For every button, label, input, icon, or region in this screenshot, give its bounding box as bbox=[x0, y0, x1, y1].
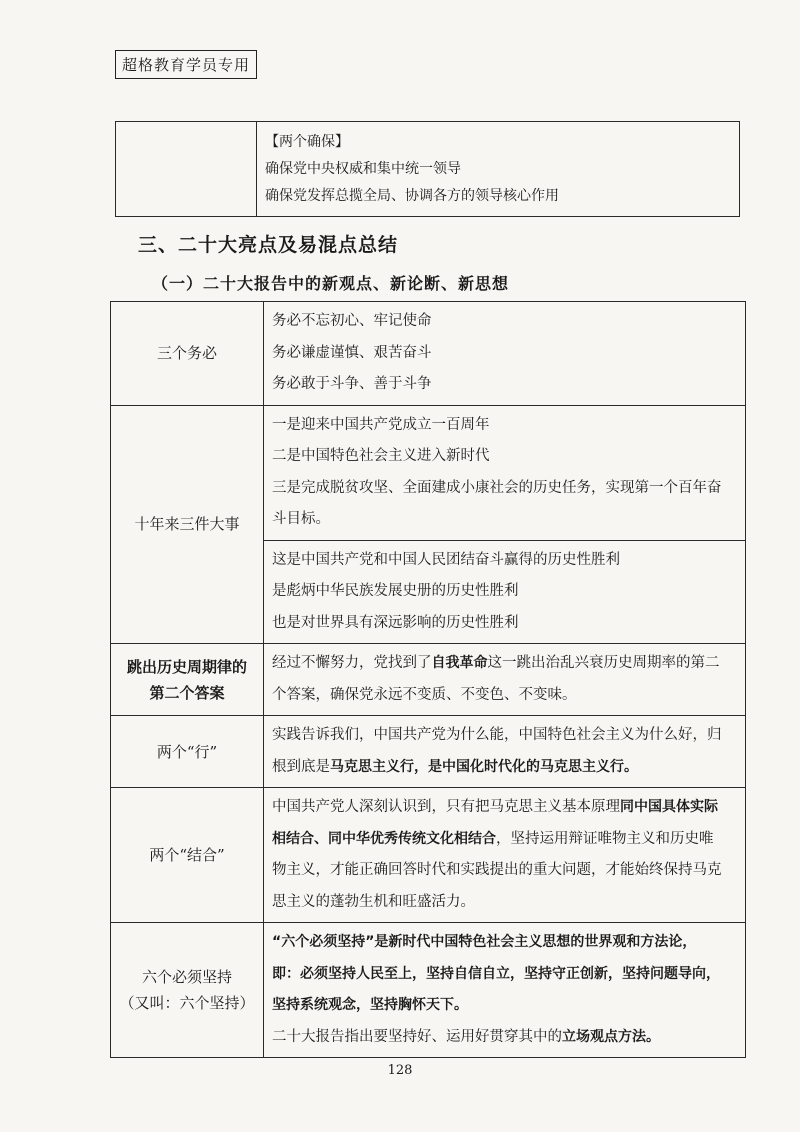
page-number: 128 bbox=[387, 1063, 413, 1078]
content-line: 斗目标。 bbox=[272, 511, 330, 527]
content-line: 也是对世界具有深远影响的历史性胜利 bbox=[272, 614, 519, 631]
row-label-line: 跳出历史周期律的 bbox=[126, 657, 247, 676]
row-label-line: （又叫：六个坚持） bbox=[119, 994, 255, 1012]
row-content bbox=[264, 644, 746, 716]
content-bold: “六个必须坚持”是新时代中国特色社会主义思想的世界观和方法论， bbox=[272, 934, 697, 950]
row-content bbox=[264, 405, 746, 540]
table-row bbox=[111, 923, 746, 1058]
two-ensures-title: 【两个确保】 bbox=[265, 133, 349, 150]
row-label: 三个务必 bbox=[111, 302, 264, 406]
top-table bbox=[115, 121, 740, 217]
content-line: 务必敢于斗争、善于斗争 bbox=[272, 376, 432, 392]
two-ensures-line: 确保党中央权威和集中统一领导 bbox=[265, 160, 461, 177]
content-text: ，坚持运用辩证唯物主义和历史唯 bbox=[496, 830, 714, 847]
row-content bbox=[264, 788, 746, 923]
content-text: 二十大报告指出要坚持好、运用好贯穿其中的 bbox=[272, 1028, 562, 1045]
section-heading: 三、二十大亮点及易混点总结 bbox=[138, 234, 399, 256]
content-line: 这是中国共产党和中国人民团结奋斗赢得的历史性胜利 bbox=[272, 551, 620, 568]
table-row bbox=[111, 716, 746, 788]
row-label-line: 第二个答案 bbox=[149, 683, 225, 702]
content-bold: 坚持系统观念，坚持胸怀天下。 bbox=[272, 997, 468, 1013]
table-row bbox=[111, 405, 746, 540]
content-line: 一是迎来中国共产党成立一百周年 bbox=[272, 416, 490, 433]
top-table-content bbox=[257, 122, 740, 217]
row-label bbox=[111, 923, 264, 1058]
content-text: 根到底是 bbox=[272, 758, 330, 775]
row-label: 十年来三件大事 bbox=[111, 405, 264, 644]
row-label bbox=[111, 644, 264, 716]
content-text: 中国共产党人深刻认识到，只有把马克思主义基本原理 bbox=[272, 799, 620, 815]
content-text: 思主义的蓬勃生机和旺盛活力。 bbox=[272, 893, 475, 910]
content-bold: 立场观点方法。 bbox=[562, 1028, 660, 1045]
content-bold: 马克思主义行，是中国化时代化的马克思主义行。 bbox=[330, 758, 638, 775]
content-text: 物主义，才能正确回答时代和实践提出的重大问题，才能始终保持马克 bbox=[272, 862, 722, 878]
content-text: 这一跳出治乱兴衰历史周期率的第二 bbox=[487, 655, 720, 671]
content-line: 务必不忘初心、牢记使命 bbox=[272, 313, 432, 329]
content-bold: 同中国具体实际 bbox=[620, 799, 718, 815]
table-row bbox=[111, 644, 746, 716]
content-text: 经过不懈努力，党找到了 bbox=[272, 655, 432, 671]
content-bold: 相结合、同中华优秀传统文化相结合 bbox=[272, 830, 496, 847]
content-text: 实践告诉我们，中国共产党为什么能，中国特色社会主义为什么好，归 bbox=[272, 727, 722, 743]
row-label-line: 六个必须坚持 bbox=[141, 968, 232, 986]
table-row bbox=[111, 788, 746, 923]
row-label: 两个“行” bbox=[111, 716, 264, 788]
content-text: 个答案，确保党永远不变质、不变色、不变味。 bbox=[272, 686, 577, 703]
content-line: 三是完成脱贫攻坚、全面建成小康社会的历史任务，实现第一个百年奋 bbox=[272, 479, 722, 496]
content-line: 二是中国特色社会主义进入新时代 bbox=[272, 448, 490, 464]
row-content bbox=[264, 716, 746, 788]
top-table-empty-cell bbox=[116, 122, 257, 217]
table-row bbox=[111, 302, 746, 406]
row-content bbox=[264, 923, 746, 1058]
content-line: 是彪炳中华民族发展史册的历史性胜利 bbox=[272, 583, 519, 599]
content-line: 务必谦虚谨慎、艰苦奋斗 bbox=[272, 344, 432, 361]
two-ensures-line: 确保党发挥总揽全局、协调各方的领导核心作用 bbox=[265, 187, 559, 204]
row-content bbox=[264, 540, 746, 644]
header-tag: 超格教育学员专用 bbox=[115, 50, 257, 79]
content-bold: 自我革命 bbox=[431, 655, 488, 671]
row-label: 两个“结合” bbox=[111, 788, 264, 923]
content-bold: 即：必须坚持人民至上，坚持自信自立，坚持守正创新，坚持问题导向， bbox=[272, 965, 720, 982]
row-content bbox=[264, 302, 746, 406]
summary-table bbox=[110, 301, 746, 1058]
section-subheading: （一）二十大报告中的新观点、新论断、新思想 bbox=[152, 274, 510, 293]
